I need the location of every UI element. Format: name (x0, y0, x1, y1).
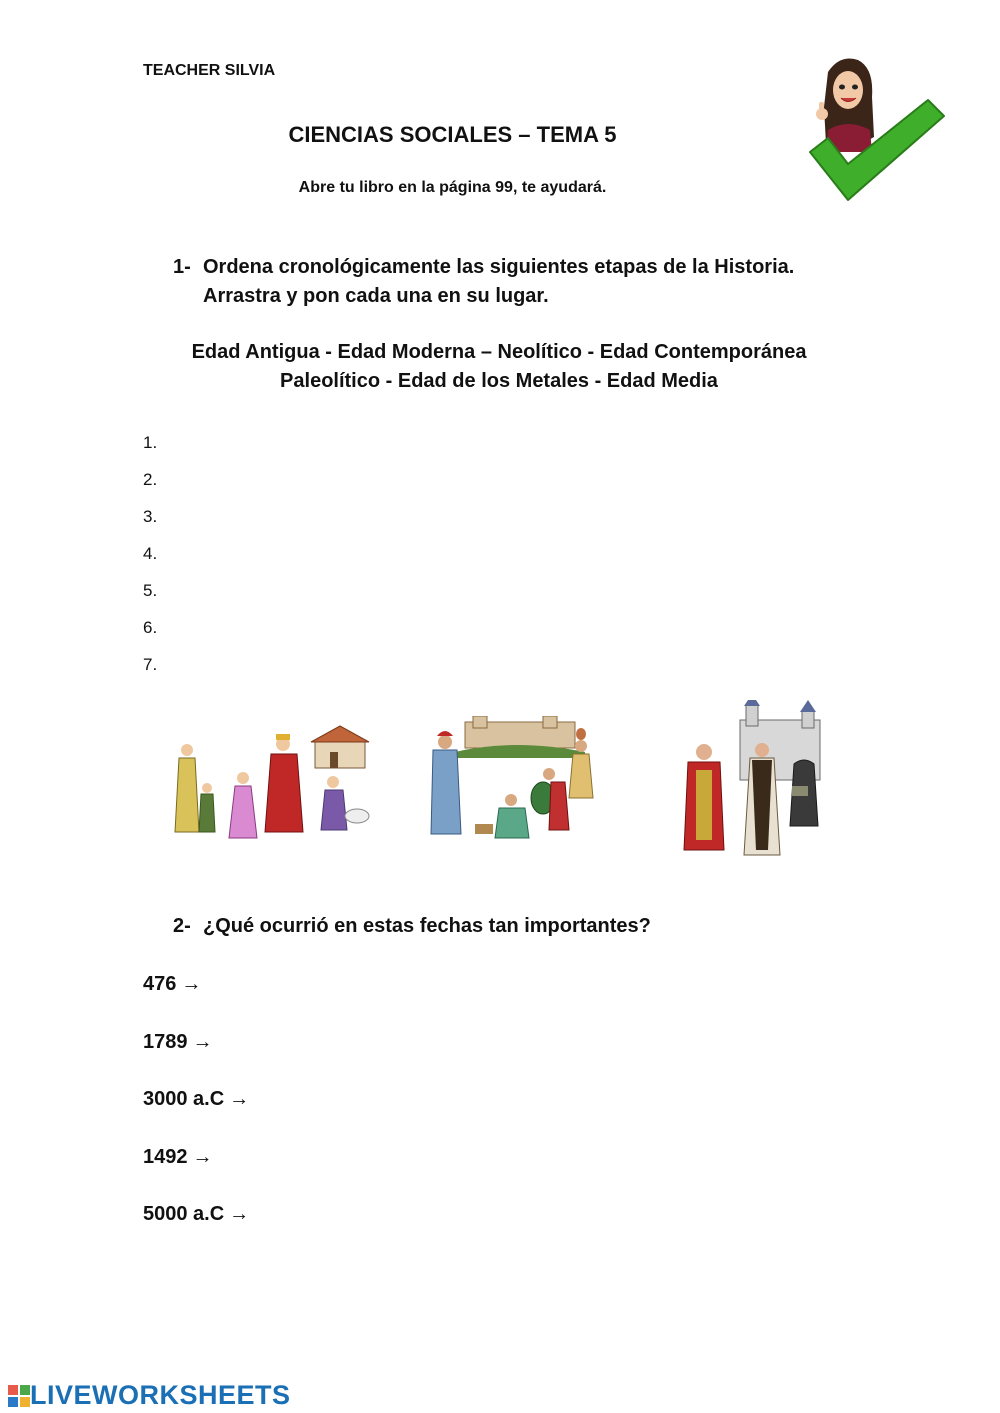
date-row[interactable] (143, 973, 249, 1031)
slot-number: 7. (143, 655, 158, 674)
child-figure (199, 783, 215, 832)
illustration-medieval-scene (670, 700, 830, 865)
question-1-instruction-line1: Ordena cronológicamente las siguientes etapas de la Historia. (203, 256, 795, 278)
question-2-number: 2- (173, 915, 191, 937)
peasant-figure (321, 776, 369, 830)
answer-slot (143, 654, 567, 691)
date-row[interactable] (143, 1088, 249, 1146)
slot-number: 3. (143, 507, 158, 526)
question-1-instruction-line2: Arrastra y pon cada una en su lugar. (203, 285, 549, 307)
answer-slot (143, 543, 567, 580)
drop-zone[interactable] (167, 656, 567, 676)
date-label: 5000 a.C (143, 1203, 225, 1225)
date-label: 1492 (143, 1145, 188, 1168)
answer-slot (143, 617, 567, 654)
page-title: CIENCIAS SOCIALES – TEMA 5 (288, 122, 617, 147)
slot-number: 2. (143, 470, 158, 489)
date-label: 476 (143, 973, 177, 995)
date-row[interactable] (143, 1146, 249, 1204)
logo-blocks-icon (8, 1385, 30, 1407)
arrow-right-icon: → (192, 1145, 213, 1168)
alhambra-background (455, 716, 585, 758)
arrow-right-icon: → (192, 1030, 213, 1053)
man-red-cloak-figure (265, 734, 303, 832)
liveworksheets-logo[interactable] (8, 1380, 291, 1411)
date-row[interactable] (143, 1203, 249, 1261)
teacher-avatar-check-image (800, 52, 950, 212)
drop-zone[interactable] (167, 434, 567, 454)
slot-number: 1. (143, 433, 158, 452)
monk-figure (744, 743, 780, 855)
arrow-right-icon: → (181, 973, 202, 995)
arrow-right-icon: → (229, 1203, 250, 1225)
slot-number: 6. (143, 618, 158, 637)
drop-zone[interactable] (167, 619, 567, 639)
nun-figure (790, 760, 818, 826)
answer-slot (143, 506, 567, 543)
illustration-roman-family (165, 720, 375, 845)
illustration-islamic-scene (425, 716, 600, 846)
date-label: 3000 a.C (143, 1088, 225, 1110)
slot-number: 5. (143, 581, 158, 600)
answer-slot (143, 432, 567, 469)
king-figure (684, 744, 724, 850)
question-1 (173, 253, 794, 311)
date-list (143, 973, 249, 1261)
page-subtitle: Abre tu libro en la página 99, te ayudará. (298, 179, 607, 196)
word-bank-line2: Paleolítico - Edad de los Metales - Edad Media (280, 370, 718, 392)
question-2 (173, 915, 651, 938)
date-row[interactable] (143, 1031, 249, 1089)
logo-text: LIVEWORKSHEETS (30, 1380, 291, 1410)
word-bank-line1: Edad Antigua - Edad Moderna – Neolítico - Edad Contemporánea (191, 341, 807, 363)
answer-slot (143, 469, 567, 506)
merchant-figure (431, 731, 461, 834)
arrow-right-icon: → (229, 1088, 250, 1110)
answer-slot (143, 580, 567, 617)
teacher-name: TEACHER SILVIA (143, 62, 276, 79)
date-label: 1789 (143, 1030, 188, 1053)
roman-villa (311, 726, 369, 768)
drop-zone[interactable] (167, 545, 567, 565)
word-bank (0, 338, 998, 396)
avatar (816, 59, 874, 153)
drop-zone[interactable] (167, 582, 567, 602)
seated-scholar-figure (475, 794, 529, 838)
drop-zone[interactable] (167, 471, 567, 491)
slot-number: 4. (143, 544, 158, 563)
question-1-number: 1- (173, 256, 191, 278)
answer-slot-list (143, 432, 567, 691)
question-2-text: ¿Qué ocurrió en estas fechas tan importantes? (203, 915, 651, 937)
woman-figure (175, 744, 199, 832)
drop-zone[interactable] (167, 508, 567, 528)
warrior-figure (531, 768, 569, 830)
girl-figure (229, 772, 257, 838)
